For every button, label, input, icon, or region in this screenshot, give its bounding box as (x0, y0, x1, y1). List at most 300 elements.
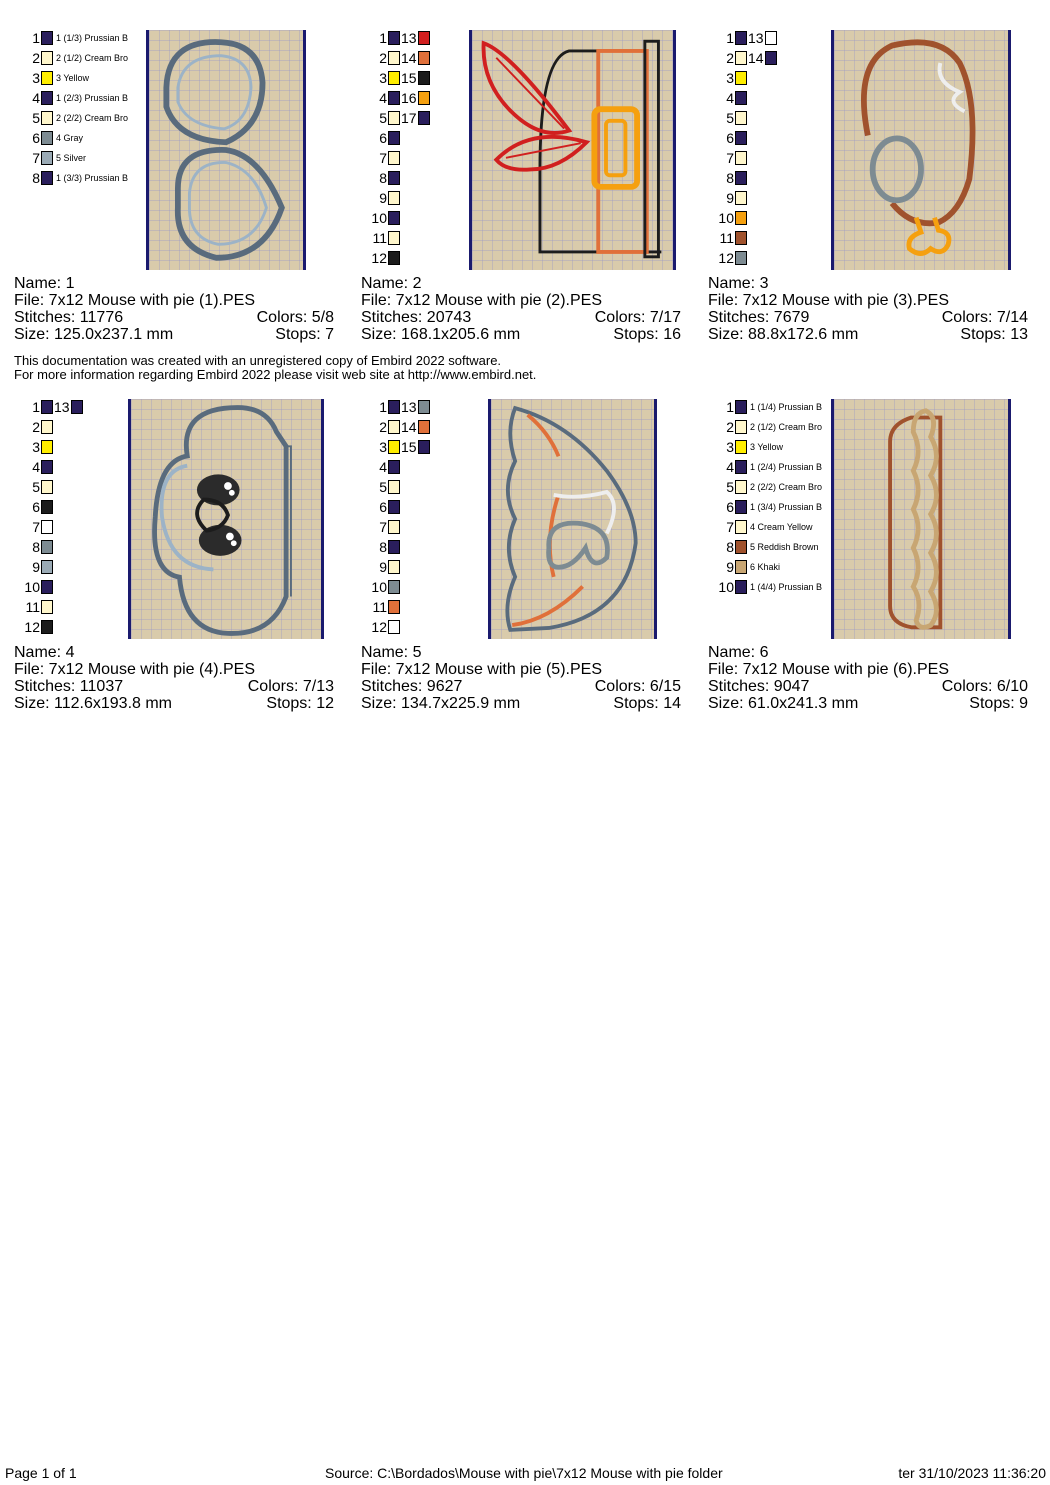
design-preview (488, 399, 657, 639)
color-swatch (735, 440, 747, 454)
color-swatch (735, 191, 747, 205)
design-card-4 (14, 399, 334, 744)
design-file: File: 7x12 Mouse with pie (1).PES (14, 292, 255, 309)
design-stitches: Stitches: 9627 (361, 678, 463, 695)
legend-number: 8 (32, 170, 40, 186)
legend-number: 9 (726, 559, 734, 575)
color-swatch (41, 111, 53, 125)
legend-number: 5 (379, 479, 387, 495)
legend-row (708, 68, 747, 88)
legend-number: 1 (726, 30, 734, 46)
design-size: Size: 88.8x172.6 mm (708, 326, 859, 343)
design-preview (469, 30, 676, 270)
color-swatch (41, 600, 53, 614)
color-swatch (41, 460, 53, 474)
legend-number: 6 (32, 499, 40, 515)
legend-row (14, 108, 130, 128)
legend-row (14, 597, 53, 617)
legend-number: 5 (726, 110, 734, 126)
legend-number: 1 (379, 399, 387, 415)
legend-row (14, 437, 53, 457)
legend-row (361, 168, 400, 188)
color-swatch (41, 480, 53, 494)
legend-row (14, 148, 130, 168)
legend-row (708, 88, 747, 108)
design-name: Name: 4 (14, 644, 75, 661)
color-swatch (388, 480, 400, 494)
legend-row (361, 597, 400, 617)
design-stitches: Stitches: 11776 (14, 309, 124, 326)
color-swatch (735, 111, 747, 125)
legend-row (708, 28, 777, 48)
design-artwork (834, 30, 1008, 270)
legend-number: 3 (379, 439, 387, 455)
legend-label: 2 (2/2) Cream Bro (56, 113, 129, 123)
legend-label: 4 Cream Yellow (750, 522, 813, 532)
legend-label: 3 Yellow (56, 73, 90, 83)
legend-number: 10 (371, 579, 387, 595)
legend-number: 4 (379, 459, 387, 475)
legend-number-2: 14 (748, 50, 764, 66)
legend-label: 5 Reddish Brown (750, 542, 819, 552)
design-preview (831, 399, 1011, 639)
legend-label: 2 (1/2) Cream Bro (750, 422, 823, 432)
legend-row (14, 537, 53, 557)
legend-number: 12 (371, 619, 387, 635)
design-colors: Colors: 7/13 (247, 678, 334, 695)
legend-row (361, 28, 430, 48)
design-size: Size: 61.0x241.3 mm (708, 695, 859, 712)
legend-number: 12 (24, 619, 40, 635)
legend-row (708, 497, 824, 517)
design-colors: Colors: 7/17 (594, 309, 681, 326)
legend-number: 2 (32, 50, 40, 66)
legend-number: 7 (379, 519, 387, 535)
legend-number-2: 15 (401, 439, 417, 455)
design-stitches: Stitches: 9047 (708, 678, 810, 695)
design-card-3 (708, 30, 1028, 375)
color-swatch (735, 560, 747, 574)
design-file: File: 7x12 Mouse with pie (4).PES (14, 661, 255, 678)
color-swatch (388, 111, 400, 125)
color-swatch (388, 560, 400, 574)
color-swatch (41, 171, 53, 185)
design-info (708, 644, 1028, 712)
legend-number: 5 (32, 479, 40, 495)
color-swatch (41, 580, 53, 594)
design-stops: Stops: 16 (613, 326, 681, 343)
color-swatch-2 (418, 51, 430, 65)
legend-label: 1 (4/4) Prussian B (750, 582, 823, 592)
design-stops: Stops: 9 (969, 695, 1028, 712)
legend-number: 4 (32, 459, 40, 475)
design-info (361, 275, 681, 343)
legend-row (361, 248, 400, 268)
color-swatch (41, 400, 53, 414)
legend-row (708, 248, 747, 268)
color-swatch-2 (418, 400, 430, 414)
legend-number: 2 (379, 50, 387, 66)
design-info (361, 644, 681, 712)
design-info (14, 275, 334, 343)
legend-number: 3 (32, 70, 40, 86)
legend-row (361, 437, 430, 457)
legend-row (361, 397, 430, 417)
note-line-2: For more information regarding Embird 2022 please visit web site at http://www.embird.net. (14, 367, 537, 382)
legend-row (708, 128, 747, 148)
legend-number: 9 (379, 559, 387, 575)
color-swatch (41, 520, 53, 534)
legend-row (708, 517, 824, 537)
color-swatch (388, 231, 400, 245)
legend-row (361, 108, 430, 128)
color-swatch (41, 91, 53, 105)
legend-number: 9 (726, 190, 734, 206)
color-swatch (41, 420, 53, 434)
legend-row (14, 48, 130, 68)
design-name: Name: 1 (14, 275, 75, 292)
legend-row (708, 537, 824, 557)
color-swatch (735, 71, 747, 85)
legend-number: 12 (718, 250, 734, 266)
legend-label: 1 (1/4) Prussian B (750, 402, 823, 412)
color-swatch (735, 151, 747, 165)
color-swatch (388, 400, 400, 414)
legend-number-2: 13 (401, 30, 417, 46)
legend-row (14, 517, 53, 537)
legend-row (14, 497, 53, 517)
legend-row (708, 477, 824, 497)
color-swatch (735, 500, 747, 514)
color-swatch (735, 91, 747, 105)
design-artwork (472, 30, 673, 270)
color-swatch (41, 51, 53, 65)
legend-row (361, 417, 430, 437)
legend-number-2: 13 (54, 399, 70, 415)
legend-label: 3 Yellow (750, 442, 784, 452)
legend-number: 12 (371, 250, 387, 266)
legend-row (361, 128, 400, 148)
legend-label: 5 Silver (56, 153, 87, 163)
color-swatch-2 (418, 31, 430, 45)
design-artwork (491, 399, 654, 639)
color-swatch (41, 540, 53, 554)
color-swatch-2 (765, 31, 777, 45)
color-swatch (41, 440, 53, 454)
legend-row (14, 417, 53, 437)
design-stops: Stops: 12 (266, 695, 334, 712)
legend-row (14, 617, 53, 637)
legend-row (708, 48, 777, 68)
legend-number: 1 (379, 30, 387, 46)
color-swatch (735, 460, 747, 474)
color-swatch (388, 540, 400, 554)
print-datetime: ter 31/10/2023 11:36:20 (898, 1465, 1046, 1481)
color-swatch (41, 31, 53, 45)
design-file: File: 7x12 Mouse with pie (3).PES (708, 292, 949, 309)
legend-number-2: 16 (401, 90, 417, 106)
legend-number: 3 (32, 439, 40, 455)
legend-number: 2 (726, 50, 734, 66)
design-preview (128, 399, 324, 639)
legend-row (14, 68, 130, 88)
legend-number: 10 (24, 579, 40, 595)
color-swatch (41, 71, 53, 85)
legend-number: 6 (379, 499, 387, 515)
color-swatch (41, 131, 53, 145)
design-colors: Colors: 6/10 (941, 678, 1028, 695)
color-swatch (388, 71, 400, 85)
legend-number-2: 15 (401, 70, 417, 86)
color-swatch (388, 460, 400, 474)
color-swatch (735, 520, 747, 534)
legend-number: 2 (379, 419, 387, 435)
legend-row (361, 68, 430, 88)
color-swatch (735, 540, 747, 554)
legend-row (361, 617, 400, 637)
legend-row (14, 577, 53, 597)
legend-label: 1 (1/3) Prussian B (56, 33, 129, 43)
design-stops: Stops: 14 (613, 695, 681, 712)
legend-label: 1 (3/3) Prussian B (56, 173, 129, 183)
legend-row (361, 457, 400, 477)
legend-number: 4 (726, 459, 734, 475)
color-swatch-2 (765, 51, 777, 65)
legend-row (14, 457, 53, 477)
color-swatch (41, 500, 53, 514)
legend-number: 7 (726, 150, 734, 166)
legend-number: 4 (379, 90, 387, 106)
color-swatch-2 (418, 71, 430, 85)
design-stitches: Stitches: 11037 (14, 678, 124, 695)
legend-row (708, 208, 747, 228)
legend-number-2: 14 (401, 419, 417, 435)
design-size: Size: 134.7x225.9 mm (361, 695, 521, 712)
legend-number: 9 (32, 559, 40, 575)
color-swatch (388, 191, 400, 205)
design-name: Name: 5 (361, 644, 422, 661)
design-file: File: 7x12 Mouse with pie (2).PES (361, 292, 602, 309)
design-size: Size: 112.6x193.8 mm (14, 695, 173, 712)
design-stops: Stops: 7 (275, 326, 334, 343)
legend-row (708, 108, 747, 128)
legend-number: 1 (32, 399, 40, 415)
legend-row (708, 577, 824, 597)
color-swatch (735, 171, 747, 185)
legend-number: 11 (25, 599, 40, 615)
color-swatch (388, 51, 400, 65)
page-number: Page 1 of 1 (5, 1465, 77, 1481)
design-stops: Stops: 13 (960, 326, 1028, 343)
legend-row (361, 497, 400, 517)
legend-label: 6 Khaki (750, 562, 781, 572)
legend-number: 6 (726, 130, 734, 146)
legend-row (361, 517, 400, 537)
legend-number: 7 (379, 150, 387, 166)
design-size: Size: 168.1x205.6 mm (361, 326, 521, 343)
color-swatch (41, 620, 53, 634)
legend-row (708, 228, 747, 248)
legend-row (14, 88, 130, 108)
legend-row (708, 437, 824, 457)
legend-row (361, 477, 400, 497)
legend-label: 4 Gray (56, 133, 84, 143)
design-stitches: Stitches: 20743 (361, 309, 472, 326)
legend-number: 1 (32, 30, 40, 46)
legend-row (361, 48, 430, 68)
color-swatch-2 (418, 420, 430, 434)
color-swatch (735, 400, 747, 414)
source-path: Source: C:\Bordados\Mouse with pie\7x12 Mouse with pie folder (325, 1465, 723, 1481)
color-swatch-2 (418, 440, 430, 454)
legend-row (361, 188, 400, 208)
color-swatch (388, 440, 400, 454)
legend-row (14, 557, 53, 577)
legend-number: 5 (726, 479, 734, 495)
legend-number: 10 (718, 210, 734, 226)
color-swatch (735, 131, 747, 145)
color-swatch (388, 520, 400, 534)
color-swatch (388, 211, 400, 225)
design-card-2 (361, 30, 681, 375)
legend-row (361, 148, 400, 168)
legend-number-2: 14 (401, 50, 417, 66)
color-swatch (388, 420, 400, 434)
legend-number-2: 17 (401, 110, 417, 126)
legend-label: 1 (3/4) Prussian B (750, 502, 823, 512)
design-colors: Colors: 7/14 (941, 309, 1028, 326)
design-artwork (131, 399, 321, 639)
legend-row (361, 88, 430, 108)
design-card-1 (14, 30, 334, 375)
color-swatch (388, 251, 400, 265)
color-swatch (41, 151, 53, 165)
color-swatch (735, 231, 747, 245)
design-name: Name: 3 (708, 275, 769, 292)
legend-row (708, 148, 747, 168)
legend-row (708, 168, 747, 188)
design-file: File: 7x12 Mouse with pie (6).PES (708, 661, 949, 678)
color-swatch (388, 131, 400, 145)
design-preview (831, 30, 1011, 270)
legend-number: 6 (32, 130, 40, 146)
legend-label: 1 (2/4) Prussian B (750, 462, 823, 472)
legend-number: 4 (726, 90, 734, 106)
legend-number: 6 (726, 499, 734, 515)
design-file: File: 7x12 Mouse with pie (5).PES (361, 661, 602, 678)
color-swatch (735, 480, 747, 494)
design-name: Name: 2 (361, 275, 422, 292)
design-size: Size: 125.0x237.1 mm (14, 326, 174, 343)
legend-label: 2 (2/2) Cream Bro (750, 482, 823, 492)
legend-number: 11 (372, 599, 387, 615)
legend-number: 6 (379, 130, 387, 146)
legend-number: 4 (32, 90, 40, 106)
color-swatch (388, 151, 400, 165)
legend-row (708, 188, 747, 208)
design-card-6 (708, 399, 1028, 744)
legend-number: 3 (726, 70, 734, 86)
legend-number: 11 (719, 230, 734, 246)
note-line-1: This documentation was created with an unregistered copy of Embird 2022 software. (14, 353, 502, 368)
legend-number: 3 (726, 439, 734, 455)
legend-row (361, 557, 400, 577)
legend-row (708, 417, 824, 437)
legend-number: 3 (379, 70, 387, 86)
legend-number: 1 (726, 399, 734, 415)
legend-row (708, 397, 824, 417)
legend-number-2: 13 (401, 399, 417, 415)
color-swatch (388, 31, 400, 45)
legend-row (14, 168, 130, 188)
color-swatch (735, 51, 747, 65)
color-swatch (388, 171, 400, 185)
legend-number: 5 (379, 110, 387, 126)
legend-number: 7 (32, 150, 40, 166)
color-swatch (388, 620, 400, 634)
design-artwork (834, 399, 1008, 639)
legend-row (14, 397, 83, 417)
color-swatch-2 (418, 91, 430, 105)
legend-label: 1 (2/3) Prussian B (56, 93, 129, 103)
legend-number: 2 (32, 419, 40, 435)
color-swatch (735, 211, 747, 225)
legend-number: 7 (32, 519, 40, 535)
legend-number: 2 (726, 419, 734, 435)
design-info (708, 275, 1028, 343)
legend-row (708, 557, 824, 577)
legend-number: 10 (718, 579, 734, 595)
color-swatch (388, 580, 400, 594)
legend-number-2: 13 (748, 30, 764, 46)
legend-row (361, 577, 400, 597)
color-swatch (388, 600, 400, 614)
legend-number: 9 (379, 190, 387, 206)
color-swatch (735, 420, 747, 434)
color-swatch-2 (71, 400, 83, 414)
color-swatch-2 (418, 111, 430, 125)
color-swatch (41, 560, 53, 574)
color-swatch (388, 91, 400, 105)
legend-row (361, 228, 400, 248)
design-info (14, 644, 334, 712)
legend-row (361, 208, 400, 228)
legend-number: 8 (32, 539, 40, 555)
legend-number: 8 (379, 539, 387, 555)
design-stitches: Stitches: 7679 (708, 309, 810, 326)
design-card-5 (361, 399, 681, 744)
legend-number: 8 (726, 170, 734, 186)
design-preview (146, 30, 306, 270)
legend-number: 11 (372, 230, 387, 246)
color-swatch (735, 251, 747, 265)
legend-number: 8 (379, 170, 387, 186)
legend-row (14, 128, 130, 148)
legend-number: 8 (726, 539, 734, 555)
design-name: Name: 6 (708, 644, 769, 661)
design-artwork (149, 30, 303, 270)
color-swatch (735, 31, 747, 45)
legend-number: 7 (726, 519, 734, 535)
design-colors: Colors: 6/15 (594, 678, 681, 695)
color-swatch (735, 580, 747, 594)
legend-number: 5 (32, 110, 40, 126)
design-colors: Colors: 5/8 (256, 309, 334, 326)
legend-label: 2 (1/2) Cream Bro (56, 53, 129, 63)
unregistered-note (14, 354, 536, 382)
legend-row (14, 28, 130, 48)
legend-row (708, 457, 824, 477)
